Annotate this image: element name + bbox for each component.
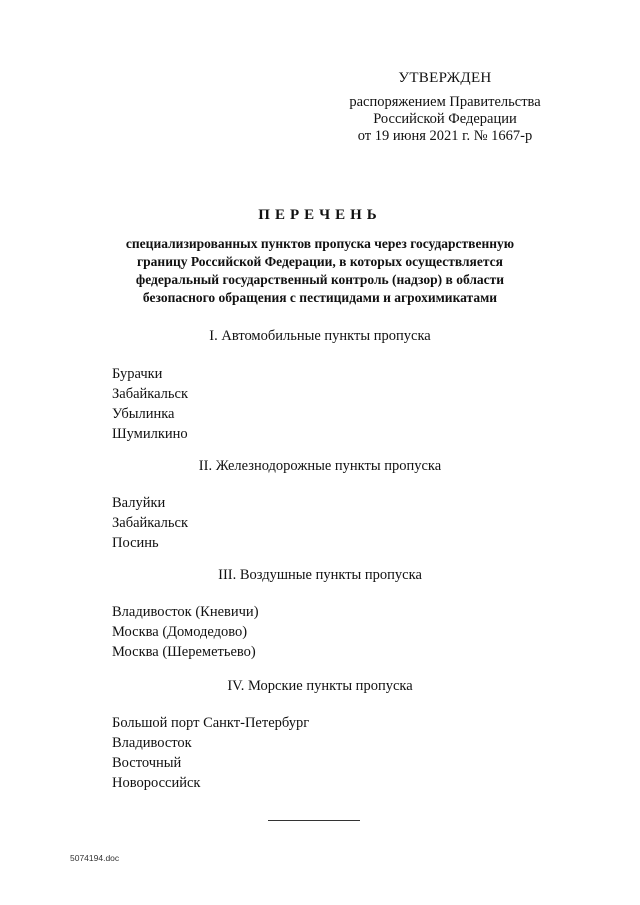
section-heading-sea: IV. Морские пункты пропуска xyxy=(227,678,413,694)
list-item: Бурачки xyxy=(112,366,163,382)
list-item: Москва (Домодедово) xyxy=(112,624,248,640)
approval-block xyxy=(330,70,560,145)
list-item: Владивосток (Кневичи) xyxy=(112,604,259,620)
approval-title: УТВЕРЖДЕН xyxy=(398,70,492,86)
document-subtitle xyxy=(90,235,550,307)
approval-line: Российской Федерации xyxy=(373,111,517,127)
list-item: Забайкальск xyxy=(112,515,188,531)
document-title: ПЕРЕЧЕНЬ xyxy=(258,207,382,223)
approval-date-line: от 19 июня 2021 г. № 1667-р xyxy=(357,128,533,144)
section-heading-road: I. Автомобильные пункты пропуска xyxy=(209,328,431,344)
list-item: Шумилкино xyxy=(112,426,188,442)
section-heading-rail: II. Железнодорожные пункты пропуска xyxy=(198,458,442,474)
subtitle-line: безопасного обращения с пестицидами и агрохимикатами xyxy=(142,290,498,305)
section-list-rail xyxy=(112,493,188,553)
subtitle-line: специализированных пунктов пропуска через государственную xyxy=(125,236,515,251)
list-item: Убылинка xyxy=(112,406,175,422)
section-list-air xyxy=(112,602,259,662)
list-item: Новороссийск xyxy=(112,775,201,791)
list-item: Посинь xyxy=(112,535,159,551)
list-item: Восточный xyxy=(112,755,182,771)
end-rule xyxy=(268,820,360,821)
approval-line: распоряжением Правительства xyxy=(349,94,541,110)
subtitle-line: федеральный государственный контроль (надзор) в области xyxy=(135,272,505,287)
list-item: Валуйки xyxy=(112,495,166,511)
footer-file-name: 5074194.doc xyxy=(70,853,120,863)
section-heading-air: III. Воздушные пункты пропуска xyxy=(218,567,422,583)
section-list-sea xyxy=(112,713,309,793)
list-item: Москва (Шереметьево) xyxy=(112,644,256,660)
list-item: Владивосток xyxy=(112,735,192,751)
section-list-road xyxy=(112,364,188,444)
list-item: Забайкальск xyxy=(112,386,188,402)
list-item: Большой порт Санкт-Петербург xyxy=(112,715,310,731)
subtitle-line: границу Российской Федерации, в которых осуществляется xyxy=(137,254,503,269)
